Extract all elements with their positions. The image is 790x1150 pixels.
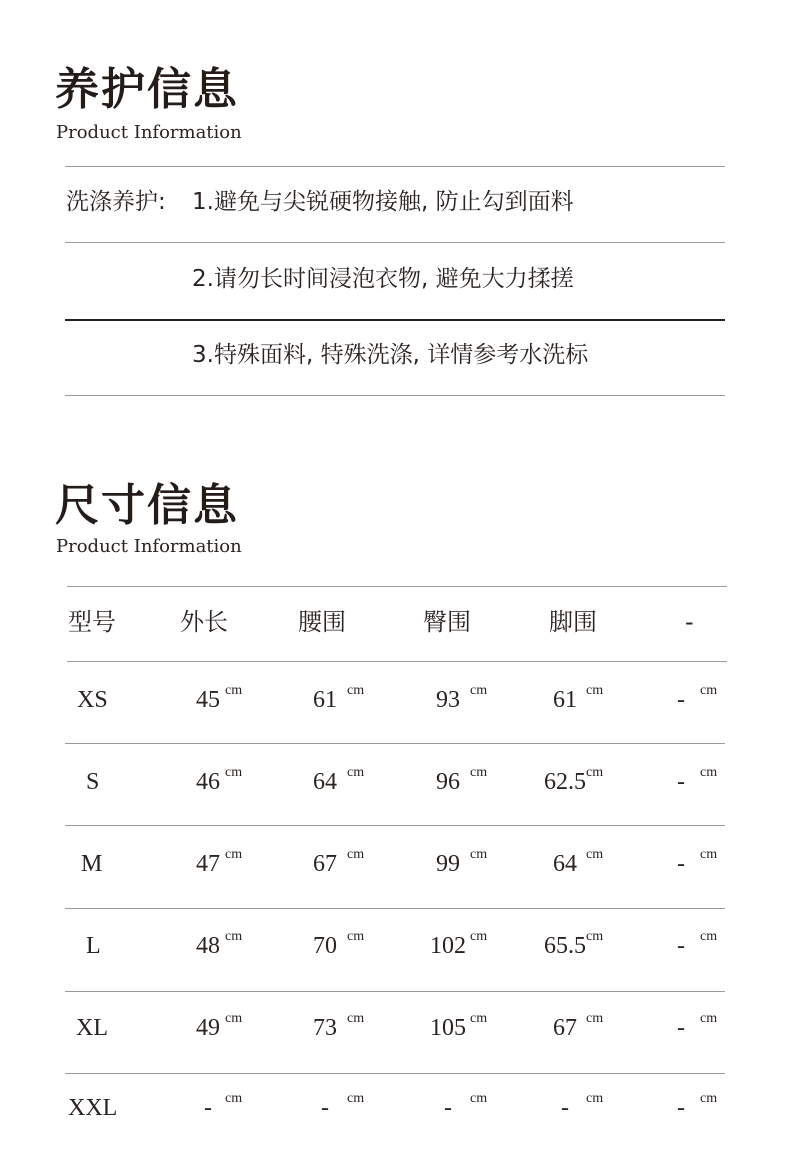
unit-label: cm <box>470 683 488 698</box>
table-cell: 62.5 <box>544 769 586 795</box>
care-item-2: 2.请勿长时间浸泡衣物, 避免大力揉搓 <box>192 266 574 292</box>
unit-label: cm <box>225 1011 243 1026</box>
unit-label: cm <box>700 1091 718 1106</box>
table-divider <box>65 825 725 826</box>
table-cell: - <box>677 769 685 795</box>
care-label: 洗涤养护: <box>66 189 166 215</box>
unit-label: cm <box>586 1011 604 1026</box>
unit-label: cm <box>470 1011 488 1026</box>
unit-label: cm <box>347 683 365 698</box>
table-cell: 65.5 <box>544 933 586 959</box>
divider <box>65 242 725 243</box>
table-cell: 70 <box>313 933 337 959</box>
table-divider <box>67 586 727 587</box>
unit-label: cm <box>586 765 604 780</box>
size-subtitle: Product Information <box>56 536 242 557</box>
table-cell: - <box>321 1095 329 1121</box>
table-cell: 105 <box>430 1015 466 1041</box>
table-cell: - <box>677 851 685 877</box>
unit-label: cm <box>225 847 243 862</box>
table-divider <box>65 991 725 992</box>
size-label: L <box>86 933 101 959</box>
table-cell: 61 <box>553 687 577 713</box>
table-divider <box>67 661 727 662</box>
table-cell: - <box>561 1095 569 1121</box>
unit-label: cm <box>586 683 604 698</box>
table-cell: 46 <box>196 769 220 795</box>
unit-label: cm <box>470 929 488 944</box>
header-length: 外长 <box>180 608 228 636</box>
unit-label: cm <box>347 1011 365 1026</box>
size-label: M <box>81 851 103 877</box>
header-hem: 脚围 <box>549 608 597 636</box>
unit-label: cm <box>347 929 365 944</box>
table-cell: 45 <box>196 687 220 713</box>
table-cell: 49 <box>196 1015 220 1041</box>
unit-label: cm <box>470 1091 488 1106</box>
table-divider <box>65 743 725 744</box>
care-item-3: 3.特殊面料, 特殊洗涤, 详情参考水洗标 <box>192 342 589 368</box>
unit-label: cm <box>700 765 718 780</box>
table-cell: 67 <box>313 851 337 877</box>
table-cell: 73 <box>313 1015 337 1041</box>
unit-label: cm <box>347 765 365 780</box>
divider <box>65 166 725 167</box>
table-cell: 64 <box>313 769 337 795</box>
size-label: XS <box>77 687 108 713</box>
table-cell: - <box>677 687 685 713</box>
care-title: 养护信息 <box>55 64 239 115</box>
table-cell: 99 <box>436 851 460 877</box>
table-cell: 48 <box>196 933 220 959</box>
table-cell: 93 <box>436 687 460 713</box>
unit-label: cm <box>347 1091 365 1106</box>
unit-label: cm <box>700 929 718 944</box>
table-cell: 102 <box>430 933 466 959</box>
divider <box>65 395 725 396</box>
care-item-1: 1.避免与尖锐硬物接触, 防止勾到面料 <box>192 189 574 215</box>
size-title: 尺寸信息 <box>55 480 239 531</box>
unit-label: cm <box>470 765 488 780</box>
header-extra: - <box>685 608 694 636</box>
table-cell: - <box>444 1095 452 1121</box>
unit-label: cm <box>470 847 488 862</box>
unit-label: cm <box>225 683 243 698</box>
table-divider <box>65 1073 725 1074</box>
unit-label: cm <box>700 1011 718 1026</box>
header-size: 型号 <box>68 608 116 636</box>
unit-label: cm <box>347 847 365 862</box>
table-cell: - <box>204 1095 212 1121</box>
divider <box>65 319 725 321</box>
table-cell: 64 <box>553 851 577 877</box>
table-divider <box>65 908 725 909</box>
table-cell: - <box>677 1095 685 1121</box>
size-label: S <box>86 769 100 795</box>
table-cell: - <box>677 1015 685 1041</box>
unit-label: cm <box>225 929 243 944</box>
care-subtitle: Product Information <box>56 122 242 143</box>
unit-label: cm <box>700 847 718 862</box>
size-label: XXL <box>68 1095 118 1121</box>
table-cell: 47 <box>196 851 220 877</box>
table-cell: 96 <box>436 769 460 795</box>
unit-label: cm <box>586 1091 604 1106</box>
unit-label: cm <box>225 765 243 780</box>
size-label: XL <box>76 1015 108 1041</box>
unit-label: cm <box>586 929 604 944</box>
table-cell: 61 <box>313 687 337 713</box>
header-waist: 腰围 <box>298 608 346 636</box>
unit-label: cm <box>225 1091 243 1106</box>
table-cell: 67 <box>553 1015 577 1041</box>
unit-label: cm <box>586 847 604 862</box>
unit-label: cm <box>700 683 718 698</box>
header-hip: 臀围 <box>423 608 471 636</box>
table-cell: - <box>677 933 685 959</box>
